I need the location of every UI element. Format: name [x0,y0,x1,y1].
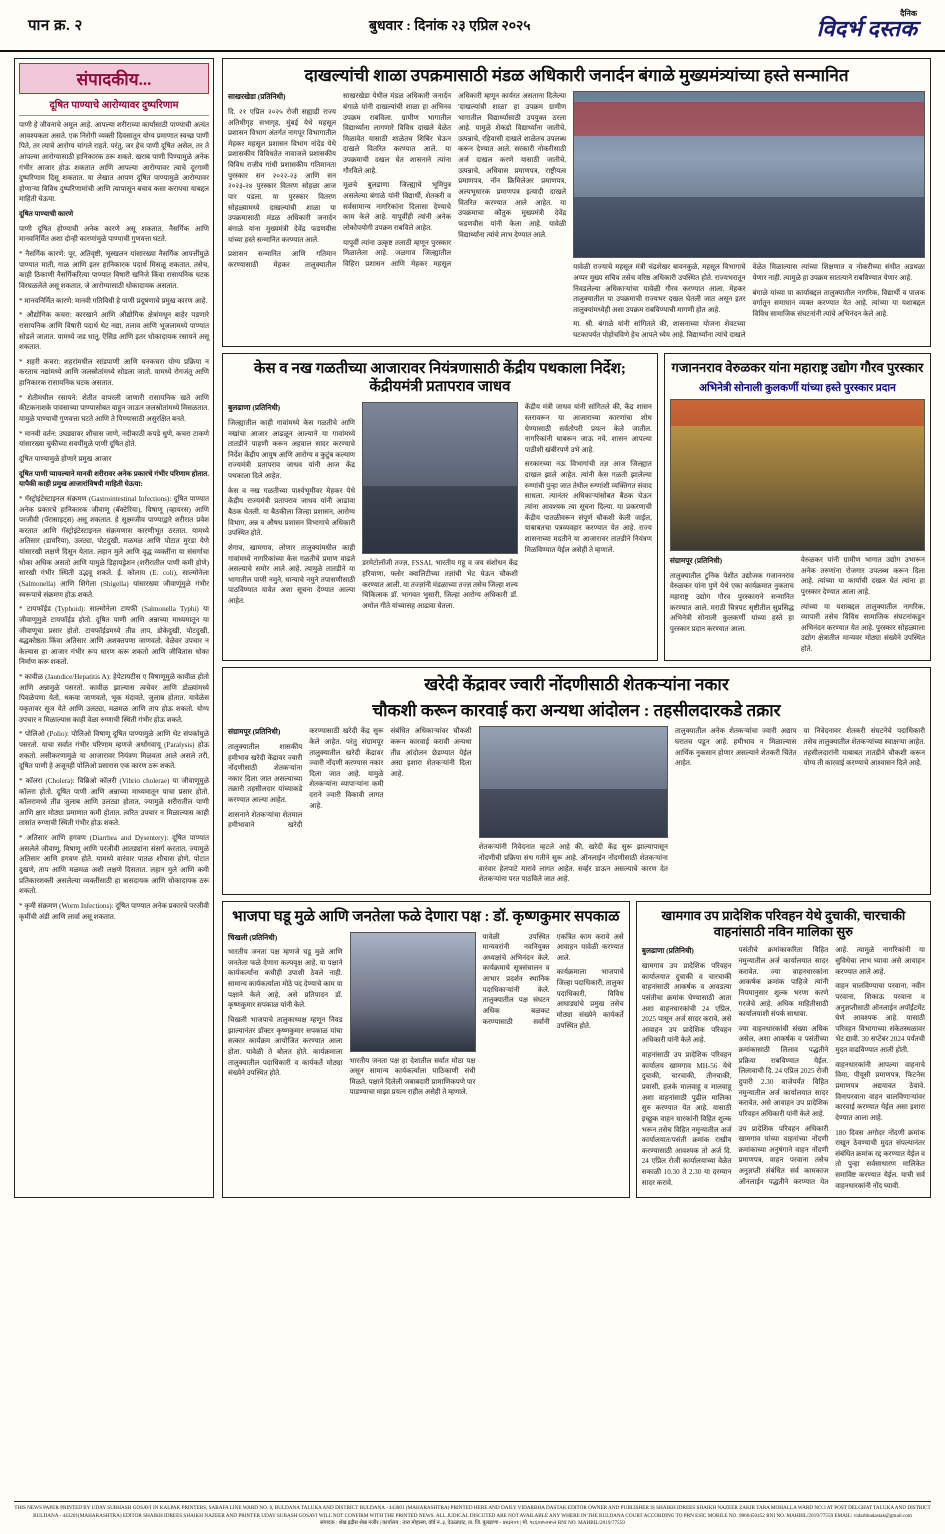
bjp-story [222,901,630,1198]
lead-story-para: प्रशासन सन्मानित आणि गतिमान करण्यासाठी मेहकर तालुक्यातील साखरखेडा येथील मंडळ अधिकारी जनार्दन बंगाळे यांनी दाखल्यांची शाळा हा अभिनव उपक्रम राबविला. ग्रामीण भागातील विद्यार्थ्यांना लागणारे विविध दाखले वेळेत मिळावेत यासाठी शाळेतच शिबिर घेऊन दाखले वितरित करण्यात आले. या उपक्रमाची दखल घेत शासनाने त्यांना गौरविले आहे. [228,92,452,269]
middle-row [222,353,931,661]
bjp-para: चिखली भाजपाचे तालुकाध्यक्ष म्हणून निवड झाल्यानंतर डॉक्टर कृष्णकुमार सपकाळ यांचा सत्कार कार्यक्रम आयोजित करण्यात आला होता. यावेळी ते बोलत होते. कार्यक्रमाला तालुक्यातील पदाधिकारी व कार्यकर्ते मोठ्या संख्येने उपस्थित होते. [228,1016,343,1078]
hairfall-para: केंद्रीय मंत्री जाधव यांनी सांगितले की, केंद्र शासन स्तरावरून या आजाराच्या कारणांचा शोध घेण्यासाठी सर्वतोपरी प्रयत्न केले जातील. नागरिकांनी घाबरून जाऊ नये. शासन आपल्या पाठीशी खंबीरपणे उभे आहे. [524,403,652,454]
khamgaon-para: पसंतीचे क्रमांकाकरिता विहित नमुन्यातील अर्ज कार्यालयात सादर करावेत. ज्या वाहनधारकांना आकर्षक क्रमांक पाहिजे त्यांनी नियमानुसार शुल्क भरणा करणे गरजेचे आहे. अधिक माहितीसाठी कार्यालयाशी संपर्क साधावा. [738,946,829,1019]
portrait-photo [350,932,476,1052]
farmers-group-photo [479,726,668,838]
khamgaon-para: खामगाव उप प्रादेशिक परिवहन कार्यालयात दुचाकी व चारचाकी वाहनांसाठी आकर्षक व आवडत्या पसंतीचा क्रमांक घेण्यासाठी आता अशा वाहनधारकांची 24 एप्रिल, 2025 पासून अर्ज सादर करावे, असे आवाहन उप प्रादेशिक परिवहन अधिकारी यांनी केले आहे. [641,961,732,1045]
lead-story-text-below [573,262,925,340]
hairfall-story-media [362,402,518,615]
hairfall-story-headline: केस व नख गळतीच्या आजारावर नियंत्रणासाठी केंद्रीय पथकाला निर्देश; केंद्रीयमंत्री प्रतापराव जाधव [254,360,626,396]
meeting-photo [362,402,518,554]
gajanan-award-photo [670,399,925,551]
lead-story-text [228,91,566,340]
lead-story-para: दि. २१ एप्रिल २०२५ रोजी सह्याद्री राज्य अतिथीगृह सभागृह, मुंबई येथे महसूल प्रशासन विभाग अंतर्गत नागपूर विभागातील मेहकर महसूल प्रशासन विभाग नांदेड येथे प्रशासकीय विविधतेत नावाजले प्रशासकीय विविध राजीव गांधी प्रशासकीय गतिमानता पुरस्कार सन २०२२-२३ आणि सन २०२३-२४ पुरस्कार वितरण सोहळा आज पार पडला. या पुरस्कार वितरण सोहळ्यामध्ये दाखल्यांची शाळा या उपक्रमासाठी मंडळ अधिकारी जनार्दन बंगाळे यांना मुख्यमंत्री देवेंद्र फडणवीस यांच्या हस्ते सन्मानित करण्यात आले. [228,107,337,244]
editorial-para: * शहरी कचरा: शहरांमधील सांडपाणी आणि घनकचरा योग्य प्रक्रिया न करताच नद्यांमध्ये आणि जलस्रोतांमध्ये सोडला जातो. यामध्ये रोगजंतू आणि हानिकारक रासायनिक घटक असतात. [19,357,209,388]
lead-story-para: मूळचे बुलढाणा जिल्ह्याचे भूमिपुत्र असलेल्या बंगाळे यांनी विद्यार्थी, शेतकरी व सर्वसामान्य नागरिकांना दिलासा देण्याचे काम केले आहे. यापूर्वीही त्यांनी अनेक लोकोपयोगी उपक्रम राबविले आहेत. [343,181,452,232]
bjp-text-left [228,932,343,1103]
khamgaon-dateline-para [642,945,732,957]
kharedi-para: या निवेदनावर शेतकरी संघटनेचे पदाधिकारी तसेच तालुक्यातील शेतकऱ्यांच्या स्वाक्षऱ्या आहेत. तहसीलदारांनी याबाबत तातडीने चौकशी करून योग्य ती कारवाई करण्याचे आश्वासन दिले आहे. [803,727,926,768]
kharedi-dateline-para [228,726,302,738]
gajanan-dateline-para [670,555,794,567]
gajanan-para: त्यांच्या या यशाबद्दल तालुक्यातील नागरिक, व्यापारी तसेच विविध सामाजिक संघटनांकडून अभिनंदन करण्यात येत आहे. पुरस्कार सोहळ्याला उद्योग क्षेत्रातील मान्यवर मोठ्या संख्येने उपस्थित होते. [800,602,925,654]
bjp-para: यावेळी उपस्थित मान्यवरांनी नवनियुक्त अध्यक्षांचे अभिनंदन केले. कार्यक्रमाचे सूत्रसंचालन व आभार प्रदर्शन स्थानिक पदाधिकाऱ्यांनी केले. तालुक्यातील पक्ष संघटन अधिक बळकट करण्यासाठी सर्वांनी एकत्रित काम करावे असे आवाहन यावेळी करण्यात आले. [482,932,624,1026]
kharedi-media [479,726,668,889]
bjp-para: भारतीय जनता पक्ष म्हणजे घडू मुळे आणि जनतेला फळे देणारा कल्पवृक्ष आहे. या पक्षाने कार्यकर्त्यांना कधीही उपाशी ठेवले नाही. सामान्य कार्यकर्त्याला मोठे पद देण्याचे काम या पक्षाने केले आहे, असे प्रतिपादन डॉ. कृष्णकुमार सपकाळ यांनी केले. [228,948,343,1010]
dateline: चिखली (प्रतिनिधी) [228,932,278,942]
logo-main-text: विदर्भ दस्तक [816,16,917,41]
hairfall-para: सरकारच्या नऊ विभागांची तज्ञ आज जिल्ह्यात दाखल झाले आहेत. त्यांनी केस गळती झालेल्या रुग्णांची पुन्हा जात तेथील रुग्णांशी व्यक्तिगत संवाद साधला. त्यानंतर अधिकाऱ्यांसोबत बैठक घेऊन त्यांना आवश्यक त्या सूचना दिल्या. या प्रकरणाची केंद्रीय पातळीवरून संपूर्ण चौकशी केली जाईल, याबाबतचा पत्रव्यवहार करण्यात येत आहे. राज्य शासनाच्या मदतीने या आजारावर तातडीने नियंत्रण मिळविण्यात येईल असेही ते म्हणाले. [524,460,652,554]
lead-story-para: यापूर्वी त्यांना उत्कृष्ट तलाठी म्हणून पुरस्कार मिळालेला आहे. जळगाव जिल्ह्यातील विहिरा प्रशासन आणि मेहकर महसूल अधिकारी म्हणून कार्यरत असताना दिलेल्या 'दाखल्यांची शाळा' हा उपक्रम ग्रामीण भागातील विद्यार्थ्यांसाठी उपयुक्त ठरला आहे. यामुळे शेकडो विद्यार्थ्यांना जातीचे, उत्पन्नाचे, रहिवासी दाखले शाळेतच उपलब्ध करून देण्यात आले. सरकारी नोकरीसाठी अर्ज दाखल करणे यासाठी जातीचे, उत्पन्नाचे, अधिवास प्रमाणपत्र, राष्ट्रीयत्व प्रमाणपत्र, नॉन क्रिमिलेअर प्रमाणपत्र, अल्पभूधारक प्रमाणपत्र इत्यादी दाखले वितरित करण्यात आले आहेत. या उपक्रमाचा कौतुक मुख्यमंत्री देवेंद्र फडणवीस यांनी केला आहे. यावेळी विद्यार्थ्यांना त्यांचे लाभ देण्यात आले. [343,92,567,268]
kharedi-story-headline-2: चौकशी करून कारवाई करा अन्यथा आंदोलन : तहसीलदारकडे तक्रार [372,701,781,720]
dateline: साखरखेडा (प्रतिनिधी) [228,92,286,102]
editorial-body [19,120,209,922]
lead-story [222,58,931,347]
kharedi-para: संबंधित अधिकाऱ्यांवर चौकशी करून कारवाई करावी अन्यथा तीव्र आंदोलन छेडण्यात येईल असा इशारा शेतकऱ्यांनी दिला आहे. [390,727,472,778]
gajanan-story-subhead: अभिनेत्री सोनाली कुलकर्णी यांच्या हस्ते पुरस्कार प्रदान [698,382,896,394]
kharedi-story-headline: खरेदी केंद्रावर ज्वारी नोंदणीसाठी शेतकऱ्यांना नकार [424,674,729,694]
dateline: संग्रामपूर (प्रतिनिधी) [228,727,281,737]
gajanan-award-story [664,353,931,661]
kharedi-para: शेतकऱ्यांनी निवेदनात म्हटले आहे की, खरेदी केंद्र सुरू झाल्यापासून नोंदणीची प्रक्रिया संथ गतीने सुरू आहे. ऑनलाईन नोंदणीसाठी शेतकऱ्यांना वारंवार हेलपाटे मारावे लागत आहेत. सर्व्हर डाऊन असल्याचे कारण देत शेतकऱ्यांना परत पाठविले जात आहे. [478,843,668,884]
newspaper-logo [817,10,917,40]
lead-story-media [573,91,925,340]
editorial-para: * पोलिओ (Polio): पोलिओ विषाणू दूषित पाण्यामुळे आणि थेट संपर्कामुळे पसरतो. याचा सर्वात गंभीर परिणाम म्हणजे अर्धांगवायू (Paralysis) होऊ शकतो. लसीकरणामुळे या आजारावर नियंत्रण मिळवता आले असले तरी, दूषित पाणी हे अजूनही पोलिओ प्रसारास एक कारण ठरू शकते. [19,730,209,771]
bjp-para: भारतीय जनता पक्ष हा देशातील सर्वात मोठा पक्ष असून सामान्य कार्यकर्त्याला याठिकाणी संधी मिळते. पक्षाने दिलेली जबाबदारी प्रामाणिकपणे पार पाडण्याचा माझा प्रयत्न राहील असेही ते म्हणाले. [349,1056,476,1097]
kharedi-text-mid [390,726,471,889]
editorial-para: * कावीळ (Jaundice/Hepatitis A): हेपेटायटीस ए विषाणूमुळे कावीळ होतो आणि अन्नामुळे पसरतो. कावीळ झाल्यास त्वचेवर आणि डोळ्यांमध्ये पिवळेपणा येतो, थकवा जाणवतो, भूक मंदावते, जुलाब होतात. यावेळेस यकृतावर सूज येते आणि उलट्या, मळमळ आणि ताप होऊ शकतो. योग्य उपचार न मिळाल्यास काही वेळा रुग्णाची स्थिती गंभीर होऊ शकते. [19,673,209,724]
editorial-para: * नैसर्गिक कारणे: पूर, अतिवृष्टी, भूस्खलन यांसारख्या नैसर्गिक आपत्तींमुळे पाण्यात माती, गाळ आणि इतर हानिकारक पदार्थ मिसळू शकतात. तसेच, काही ठिकाणी नैसर्गिकरित्या पाण्यात विषारी खनिजे किंवा रासायनिक घटक विरघळलेले असू शकतात, जे आरोग्यासाठी धोकादायक असतात. [19,250,209,290]
bjp-text-right [483,932,624,1103]
editorial-para: पाणी दूषित होण्याची अनेक कारणे असू शकतात. नैसर्गिक आणि मानवनिर्मित अशा दोन्ही कारणांमुळे पाण्याची गुणवत्ता घटते. [19,224,209,244]
khamgaon-story-text [642,945,925,1191]
editorial-para: दूषित पाणी प्यायल्याने मानवी शरीरावर अनेक प्रकारचे गंभीर परिणाम होतात. यापैकी काही प्रमुख आजारांविषयी माहिती घेऊया: [19,469,209,489]
hairfall-story-body [228,402,652,615]
dateline: संग्रामपूर (प्रतिनिधी) [669,555,723,565]
gajanan-story-headline: गजाननराव वेरुळकर यांना महाराष्ट्र उद्योग गौरव पुरस्कार [671,359,924,375]
bottom-row [222,901,931,1198]
masthead [0,0,945,52]
kharedi-text-right [675,726,925,889]
hairfall-caption-text [362,558,518,615]
editorial-para: * टायफॉईड (Typhoid): साल्मोनेला टायफी (Salmonella Typhi) या जीवाणूमुळे टायफॉईड होतो. दूषित पाणी आणि अन्नाच्या माध्यमातून या जीवाणूचा प्रसार होतो. टायफॉईडमध्ये तीव्र ताप, डोकेदुखी, पोटदुखी, बद्धकोष्ठता किंवा अतिसार आणि अशक्तपणा जाणवतो. वेळेवर उपचार न केल्यास हा आजार गंभीर रूप धारण करू शकतो आणि जीवितास धोका निर्माण करू शकतो. [19,605,209,667]
hairfall-para: जिल्ह्यातील काही गावांमध्ये केस गळतीचे आणि नखांचा आजार आढळून आल्याने या गावांमध्ये तातडीने पाहणी करून अहवाल सादर करण्याचे निर्देश केंद्रीय आयुष आणि आरोग्य व कुटुंब कल्याण राज्यमंत्री प्रतापराव जाधव यांनी आज केंद्र पथकाला दिले आहेत. [228,418,356,481]
hairfall-dateline-para [228,402,355,414]
page-number: पान क्र. २ [28,18,83,34]
khamgaon-para: वाहन चालविण्याचा परवाना, नवीन परवाना, शिकाऊ परवाना व अनुज्ञप्तीसाठी ऑनलाईन अपॉईंटमेंट घेणे आवश्यक आहे. यासाठी परिवहन विभागाच्या संकेतस्थळावर भेट द्यावी. 30 सप्टेंबर 2024 पर्यंतची मुदत वाढविण्यात आली होती. [835,982,925,1055]
bjp-dateline-para [228,932,343,944]
editorial-para: * औद्योगिक कचरा: कारखाने आणि औद्योगिक क्षेत्रांमधून बाहेर पडणारे रासायनिक आणि विषारी पदार्थ थेट नद्या, तलाव आणि भूजलामध्ये पाण्यात सोडले जातात. यामध्ये जड धातू, ऍसिड आणि इतर धोकादायक रसायने असू शकतात. [19,311,209,352]
kharedi-story-body [228,726,925,889]
bjp-caption-text [350,1056,476,1103]
page-content [0,52,945,1198]
gajanan-para: वेरुळकर यांनी ग्रामीण भागात उद्योग उभारून अनेक तरुणांना रोजगार उपलब्ध करून दिला आहे. त्यांच्या या कार्याची दखल घेत त्यांना हा पुरस्कार देण्यात आला आहे. [800,555,925,596]
main-column [222,58,931,1198]
kharedi-para: शासनाने शेतकऱ्यांचा शेतमाल हमीभावाने खरेदी करण्यासाठी खरेदी केंद्र सुरू केले आहेत. परंतु संग्रामपूर तालुक्यातील खरेदी केंद्रावर ज्वारी नोंदणी करण्यास नकार दिला जात आहे. यामुळे शेतकऱ्यांना व्यापाऱ्यांना कमी दराने ज्वारी विकावी लागत आहे. [228,727,384,830]
dateline: बुलढाणा (प्रतिनिधी) [641,946,694,956]
dateline: बुलढाणा (प्रतिनिधी) [228,403,281,413]
editorial-para: * अतिसार आणि हगवण (Diarrhea and Dysentery): दूषित पाण्यात असलेले जीवाणू, विषाणू आणि परजीवी आतड्यांना संसर्ग करतात, ज्यामुळे अतिसार आणि हगवण होते. यामध्ये वारंवार पातळ शौचास होणे, पोटात दुखणे, ताप आणि मळमळ अशी लक्षणे दिसतात. लहान मुले आणि कमी प्रतिकारशक्ती असलेल्या व्यक्तींसाठी हा त्रासदायक आणि धोकादायक ठरू शकतो. [19,834,209,896]
khamgaon-para: वाहनधारकांनी आपल्या वाहनाचे विमा, पीयूसी प्रमाणपत्र, फिटनेस प्रमाणपत्र अद्ययावत ठेवावे. विनापरवाना वाहन चालविणाऱ्यांवर कारवाई करण्यात येईल असा इशारा देण्यात आला आहे. [835,1060,925,1122]
khamgaon-para: 180 दिवस अगोदर नोंदणी क्रमांक राखून ठेवण्याची मुदत संपल्यानंतर संबंधित क्रमांक रद्द करण्यात येईल व तो पुन्हा सर्वसाधारण मालिकेत समाविष्ट करण्यात येईल. याची सर्व वाहनधारकांनी नोंद घ्यावी. [835,1128,925,1190]
issue-date: बुधवार : दिनांक २३ एप्रिल २०२५ [368,18,531,34]
kharedi-para: तालुक्यातील अनेक शेतकऱ्यांचा ज्वारी अद्याप घरातच पडून आहे. हमीभाव न मिळाल्यास आर्थिक नुकसान होणार असल्याने शेतकरी चिंतेत आहेत. [674,727,797,768]
hairfall-para: केस व नख गळतीच्या पार्श्वभूमीवर मेहकर येथे केंद्रीय राज्यमंत्री प्रतापराव जाधव यांनी आढावा बैठक घेतली. या बैठकीला जिल्हा प्रशासन, आरोग्य विभाग, अन्न व औषध प्रशासन विभागाचे अधिकारी उपस्थित होते. [228,486,356,538]
editorial-para: दूषित पाण्यामुळे होणारे प्रमुख आजार [19,454,112,463]
gajanan-story-text [670,555,925,655]
editorial-para: * शेतीमधील रसायने: शेतीत वापरली जाणारी रासायनिक खते आणि कीटकनाशके पावसाच्या पाण्यासोबत वाहून जाऊन जलस्रोतांमध्ये मिसळतात. यामुळे पाण्याची गुणवत्ता घटते आणि ते पिण्यासाठी असुरक्षित बनते. [19,393,209,424]
bjp-story-body [228,932,624,1103]
khamgaon-para: ज्या वाहनधारकांची संख्या अधिक असेल, अशा आकर्षक व पसंतीच्या क्रमांकासाठी लिलाव पद्धतीने प्रक्रिया राबविण्यात येईल. लिलावाची दि. 24 एप्रिल 2025 रोजी दुपारी 2.30 वाजेपर्यंत विहित नमुन्यातील अर्ज कार्यालयात सादर करावेत, असे आवाहन उप प्रादेशिक परिवहन अधिकारी यांनी केले आहे. [738,1024,829,1118]
kharedi-para: तालुक्यातील शासकीय हमीभाव खरेदी केंद्रावर ज्वारी नोंदणीसाठी शेतकऱ्यांना नकार दिला जात असल्याच्या तक्रारी तहसीलदार यांच्याकडे करण्यात आल्या आहेत. [228,742,303,805]
page-footer [14,1501,931,1528]
footer-imprint-english: THIS NEWS PAPER PRINTED BY UDAY SUBHASH GOSAVI IN KALPAK PRINTERS, SARAFA LINE WARD NO. 8, BULDANA TALUKA AND DISTRICT BULDANA - 443001 (MAHARASHTRA) PRINTED HERE AND DAILY VIDARBHA DASTAK EDITOR OWNER AND PUBLISHER IS SHAIKH IDREES SHAIKH NAZEER ZAKIR TARA MOHALLA WARD NO.3 AT POST DELGHAT TALUKA AND DISTRICT BULDANA - 443201(MAHARASHTRA) EDITOR SHAIKH IDREES SHAIKH NAZEER AND PRINTER UDAY SUBASH GOSAVI WILL NOT CONFIRM WITH THE PRINTED NEWS. ALL JUDICAL DISCUTED ARE NOT AVAILABLE ANY WHERE IN THE BULDANA COURT ACCORDING TO PRN ESIC MOBILE NO. 9860450452 RNI NO. MAHBIL/2019/77559 EMAIL: vidarbhadastak@gmail.com [14,1505,931,1519]
editorial-para: पाणी हे जीवनाचे अमूल आहे. आपल्या शरीराच्या कार्यांसाठी पाण्याची अत्यंत आवश्यकता असते. एक निरोगी व्यक्ती दिवसातून योग्य प्रमाणात स्वच्छ पाणी पिते, तर त्याचे आरोग्य चांगले राहते. परंतु, जर हेच पाणी दूषित असेल, तर ते आपल्या आरोग्यासाठी हानिकारक ठरू शकते. खराब पाणी पिण्यामुळे अनेक गंभीर आजार होऊ शकतात आणि आपल्या आरोग्यावर त्याचे दूरगामी दुष्परिणाम दिसू शकतात. या लेखात आपण दूषित पाण्यामुळे आरोग्यावर होणाऱ्या विविध दुष्परिणामांची आणि त्यापासून बचाव कसा करायचा याबद्दल माहिती घेऊया. [19,121,209,204]
gajanan-para: तालुक्यातील टुनिक पेशीत उद्योजक गजाननराव वेरुळकर यांना पुणे येथे एका कार्यक्रमात नुकताच महाराष्ट्र उद्योग गौरव पुरस्काराने सन्मानित करण्यात आले. मराठी चित्रपट सृष्टीतील सुप्रसिद्ध अभिनेत्री सोनाली कुलकर्णी यांच्या हस्ते हा पुरस्कार प्रदान करण्यात आला. [669,571,794,633]
lead-story-headline: दाखल्यांची शाळा उपक्रमासाठी मंडळ अधिकारी जनार्दन बंगाळे मुख्यमंत्र्यांच्या हस्ते सन्मानित [304,66,849,85]
editorial-para: दूषित पाण्याची कारणे [19,210,74,219]
kharedi-text-left [228,726,383,889]
hairfall-story-text-right [525,402,652,615]
khamgaon-rto-story [636,901,931,1198]
bjp-media [350,932,476,1103]
kharedi-story [222,667,931,895]
editorial-para: * गॅस्ट्रोइंटेस्टाइनल संक्रमण (Gastrointestinal Infections): दूषित पाण्यात अनेक प्रकारचे हानिकारक जीवाणू (बॅक्टेरिया), विषाणू (व्हायरस) आणि परजीवी (पॅरासाइट्स) असू शकतात. हे सूक्ष्मजीव पाण्याद्वारे शरीरात प्रवेश करतात आणि गॅस्ट्रोइंटेस्टाइनल संक्रमणास कारणीभूत ठरतात. यामध्ये अतिसार (डायरिया), उलट्या, पोटदुखी, मळमळ आणि पोटात मुरडा येणे यांसारखी लक्षणे दिसून येतात. लहान मुले आणि वृद्ध व्यक्तींना या संसर्गाचा धोका अधिक असतो आणि यामुळे डिहायड्रेशन (शरीरातील पाणी कमी होणे) सारखी गंभीर स्थिती उद्भवू शकते. ई. कोलाय (E. coli), साल्मोनेला (Salmonella) आणि शिगेला (Shigella) यांसारख्या जीवाणूंमुळे गंभीर स्वरूपाचे संक्रमण होऊ शकते. [19,494,209,599]
bjp-para: कार्यक्रमाला भाजपाचे जिल्हा पदाधिकारी, तालुका पदाधिकारी, विविध आघाड्यांचे प्रमुख तसेच मोठ्या संख्येने कार्यकर्ते उपस्थित होते. [556,968,624,1030]
hairfall-para: डरमेटोलॉजी तज्ज्ञ, FSSAI, भारतीय गहू व जव संशोधन केंद्र हरियाणा, फ्लोर क्वालिटीच्या तज्ञांची भेट घेऊन चौकशी करण्यात आली. या तज्ज्ञांनी मंडळाच्या तज्ज्ञ तसेच जिल्हा शल्य चिकित्सक डॉ. भागवत भुसारी, जिल्हा आरोग्य अधिकारी डॉ. अमोल गीते यांच्यासह आढावा घेतला. [362,559,518,610]
bjp-story-headline: भाजपा घडू मुळे आणि जनतेला फळे देणारा पक्ष : डॉ. कृष्णकुमार सपकाळ [232,908,620,925]
khamgaon-para: उप प्रादेशिक परिवहन अधिकारी खामगाव यांच्या वाहनांच्या नोंदणी क्रमांकाच्या अनुषंगाने वाहन नोंदणी प्रमाणपत्र, वाहन परवाना तसेच अनुज्ञप्ती संबंधित सर्व कामकाज ऑनलाईन पद्धतीने करण्यात येत आहे. त्यामुळे नागरिकांनी या सुविधेचा लाभ घ्यावा असे आवाहन करण्यात आले आहे. [738,946,925,1186]
editorial-column [14,58,214,1198]
kharedi-caption-text [479,842,668,889]
khamgaon-story-headline: खामगाव उप प्रादेशिक परिवहन येथे दुचाकी, चारचाकी वाहनांसाठी नविन मालिका सुरु [661,907,906,940]
editorial-para: * कृमी संक्रमण (Worm Infections): दूषित पाण्यात अनेक प्रकारचे परजीवी कृमींची अंडी आणि लार्वा असू शकतात. [19,901,209,921]
hairfall-story [222,353,658,661]
khamgaon-para: वाहनांसाठी उप प्रादेशिक परिवहन कार्यालय खामगाव MH-56 येथे दुचाकी, चारचाकी, तीनचाकी, प्रवासी, हलके मालवाहू व मालवाहू अशा वाहनांसाठी पुढील मालिका सुरु करण्यात येत आहे. यासाठी इच्छुक वाहन धारकांनी विहित शुल्क भरून तसेच विहित नमुन्यातील अर्ज कार्यालयात/पसंती क्रमांक राखीव करण्यासाठी आवश्यक तो अर्ज दि. 24 एप्रिल रोजी कार्यालयाच्या वेळेत सकाळी 10.30 ते 2.30 या दरम्यान सादर करावे. [641,1051,732,1187]
logo-small-text: दैनिक [900,9,917,18]
award-ceremony-photo [573,91,925,258]
editorial-subtitle: दूषित पाण्याचे आरोग्यावर दुष्परिणाम [19,94,209,116]
lead-story-para: बंगाळे यांच्या या कार्याबद्दल तालुक्यातील नागरिक, विद्यार्थी व पालक वर्गातून समाधान व्यक्त करण्यात येत आहे. त्यांच्या या यशाबद्दल विविध सामाजिक संघटनांनी त्यांचे अभिनंदन केले आहे. [752,288,925,318]
editorial-title: संपादकीय... [19,63,209,94]
editorial-para: * मानवी वर्तन: उघड्यावर शौचास जाणे, नदीकाठी कपडे धुणे, कचरा टाकणे यांसारख्या चुकीच्या सवयींमुळे पाणी दूषित होते. [19,429,209,449]
lead-story-para: यावेळी राज्याचे महसूल मंत्री चंद्रशेखर बावनकुळे, महसूल विभागाचे अप्पर मुख्य सचिव तसेच वरिष्ठ अधिकारी उपस्थित होते. राज्यभरातून निवडलेल्या अधिकाऱ्यांचा यावेळी गौरव करण्यात आला. मेहकर तालुक्यातील या उपक्रमाची राज्यभर दखल घेतली जात असून इतर तालुक्यांमध्येही असा उपक्रम राबविण्याची मागणी होत आहे. [573,263,746,314]
lead-story-para: मा. श्री. बंगाळे यांनी सांगितले की, शासनाच्या योजना शेवटच्या घटकापर्यंत पोहोचविणे हेच आपले ध्येय आहे. विद्यार्थ्यांना त्यांचे दाखले वेळेत मिळाल्यास त्यांच्या शिक्षणात व नोकरीच्या संधीत अडथळा येणार नाही. त्यामुळे हा उपक्रम सातत्याने राबविण्यात येणार आहे. [573,263,925,340]
editorial-para: * मानवनिर्मित कारणे: मानवी गतिविधी हे पाणी प्रदूषणाचे प्रमुख कारण आहे. [19,296,208,305]
lead-story-dateline-para [228,91,336,103]
footer-imprint-marathi: संपादक : शेख इद्रीस शेख नजीर | कार्यालय : तारा मोहल्ला, वॉर्ड नं. ३, देऊळघाट, ता. जि. बुलढाणा - ४४३२०१ | मो. ९८६०४५०४५२ RNI NO. MAHBIL/2019/77559 [320,1520,625,1527]
hairfall-para: शेगाव, खामगाव, लोणार तालुक्यांमधील काही गावांमध्ये नागरिकांच्या केस गळतीचे प्रमाण वाढले असल्याचे समोर आले आहे. त्यामुळे तातडीने या भागातील पाणी नमुने, धान्याचे नमुने तपासणीसाठी पाठविण्यात यावेत अशा सूचना देण्यात आल्या आहेत. [228,543,356,606]
hairfall-story-text-left [228,402,355,615]
lead-story-body [228,91,925,340]
editorial-para: * कॉलरा (Cholera): विब्रिओ कॉलरी (Vibrio cholerae) या जीवाणूमुळे कॉलरा होतो. दूषित पाणी आणि अन्नाच्या माध्यमातून याचा प्रसार होतो. कॉलरामध्ये तीव्र जुलाब आणि उलट्या होतात, ज्यामुळे शरीरातील पाणी आणि क्षार मोठ्या प्रमाणात कमी होतात. त्वरित उपचार न मिळाल्यास काही तासांत रुग्णाची स्थिती गंभीर होऊ शकते. [19,776,209,828]
